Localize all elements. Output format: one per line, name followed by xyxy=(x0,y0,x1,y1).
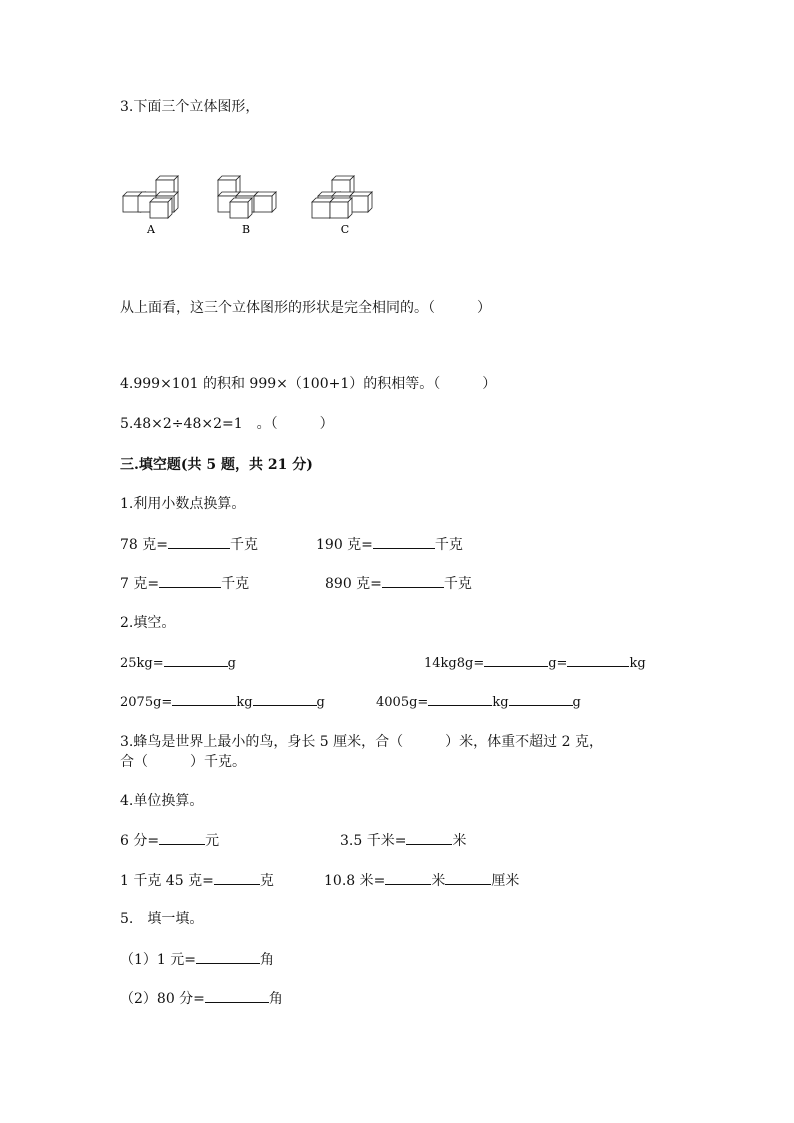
fill5-a-unit: 角 xyxy=(260,952,274,968)
fill1-row1 xyxy=(120,534,258,555)
fill1-d-blank[interactable] xyxy=(382,573,444,588)
fill4-a-blank[interactable] xyxy=(159,830,205,845)
fill4-c-prefix: 1 千克 45 克= xyxy=(120,873,214,889)
fill2-b-prefix: 14kg8g= xyxy=(424,656,485,671)
fill4-row2b xyxy=(324,870,519,891)
q3-statement: 从上面看，这三个立体图形的形状是完全相同的。（ ） xyxy=(120,300,491,316)
fill1-b-prefix: 190 克= xyxy=(316,537,373,553)
fill5-title: 5. 填一填。 xyxy=(120,911,204,927)
fill2-row1 xyxy=(120,652,236,674)
fill2-d-unit: g xyxy=(572,695,581,710)
fill2-d-prefix: 4005g= xyxy=(376,695,429,710)
fill4-row1b xyxy=(340,830,466,851)
fill1-b-unit: 千克 xyxy=(434,537,463,553)
fill5-b-prefix: （2）80 分= xyxy=(120,991,205,1007)
fill1-row2b xyxy=(325,573,472,594)
fill4-a-prefix: 6 分= xyxy=(120,833,160,849)
fill4-d-blank1[interactable] xyxy=(385,870,431,885)
fill1-row1b xyxy=(316,534,463,555)
fill1-a-blank[interactable] xyxy=(168,534,230,549)
fill5-row1 xyxy=(120,949,274,970)
figure-c xyxy=(312,176,372,236)
fill1-row2 xyxy=(120,573,249,594)
fill4-row1 xyxy=(120,830,219,851)
fill2-a-blank[interactable] xyxy=(164,652,228,667)
fill1-d-prefix: 890 克= xyxy=(325,576,382,592)
fill4-b-prefix: 3.5 千米= xyxy=(340,833,407,849)
fill2-b-unit: kg xyxy=(629,656,646,671)
fill2-d-mid: kg xyxy=(492,695,509,710)
fill1-a-unit: 千克 xyxy=(230,537,258,553)
fill4-a-unit: 元 xyxy=(205,833,220,849)
fill2-c-blank1[interactable] xyxy=(172,691,236,706)
fill5-b-blank[interactable] xyxy=(205,988,269,1003)
q3-intro: 3.下面三个立体图形， xyxy=(120,99,260,115)
fill3-line1: 3.蜂鸟是世界上最小的鸟，身长 5 厘米，合（ ）米，体重不超过 2 克， xyxy=(120,734,603,750)
fill2-title: 2.填空。 xyxy=(120,615,176,631)
fill5-a-prefix: （1）1 元= xyxy=(120,952,196,968)
fill2-row2 xyxy=(120,691,325,713)
fill2-c-mid: kg xyxy=(236,695,253,710)
fill2-c-prefix: 2075g= xyxy=(120,695,173,710)
fill1-a-prefix: 78 克= xyxy=(120,537,168,553)
fill4-title: 4.单位换算。 xyxy=(120,793,204,809)
figure-a-label: A xyxy=(147,223,155,236)
fill2-b-blank1[interactable] xyxy=(484,652,548,667)
fill1-c-unit: 千克 xyxy=(221,576,250,592)
fill4-c-blank[interactable] xyxy=(214,870,260,885)
fill5-b-unit: 角 xyxy=(268,991,283,1007)
figure-a xyxy=(123,176,178,236)
fill1-b-blank[interactable] xyxy=(373,534,435,549)
fill2-a-unit: g xyxy=(227,656,236,671)
fill4-d-unit: 厘米 xyxy=(491,873,520,889)
fill2-d-blank2[interactable] xyxy=(509,691,573,706)
fill1-c-prefix: 7 克= xyxy=(120,576,160,592)
fill2-c-unit: g xyxy=(316,695,325,710)
figure-b xyxy=(218,176,276,236)
fill2-b-blank2[interactable] xyxy=(567,652,629,667)
q5-text: 5.48×2÷48×2=1 。（ ） xyxy=(120,416,334,432)
fill4-d-blank2[interactable] xyxy=(445,870,491,885)
figure-c-label: C xyxy=(340,223,350,236)
fill1-d-unit: 千克 xyxy=(443,576,472,592)
fill2-row2b xyxy=(376,691,581,713)
fill2-c-blank2[interactable] xyxy=(253,691,317,706)
section3-title: 三.填空题(共 5 题，共 21 分) xyxy=(120,457,313,473)
fill2-row1b xyxy=(424,652,646,674)
fill5-row2 xyxy=(120,988,283,1009)
fill2-a-prefix: 25kg= xyxy=(120,656,164,671)
fill4-b-blank[interactable] xyxy=(406,830,452,845)
fill4-row2 xyxy=(120,870,274,891)
fill4-d-mid: 米 xyxy=(431,873,446,889)
fill5-a-blank[interactable] xyxy=(196,949,260,964)
fill2-b-mid: g= xyxy=(548,656,568,671)
figure-b-label: B xyxy=(241,223,251,236)
fill4-d-prefix: 10.8 米= xyxy=(324,873,386,889)
fill1-c-blank[interactable] xyxy=(159,573,221,588)
three-solid-figures xyxy=(118,170,388,240)
fill1-title: 1.利用小数点换算。 xyxy=(120,496,246,512)
fill2-d-blank1[interactable] xyxy=(428,691,492,706)
fill4-c-unit: 克 xyxy=(259,873,274,889)
q4-text: 4.999×101 的积和 999×（100+1）的积相等。（ ） xyxy=(120,376,497,392)
fill3-line2: 合（ ）千克。 xyxy=(120,754,246,770)
fill4-b-unit: 米 xyxy=(452,833,467,849)
